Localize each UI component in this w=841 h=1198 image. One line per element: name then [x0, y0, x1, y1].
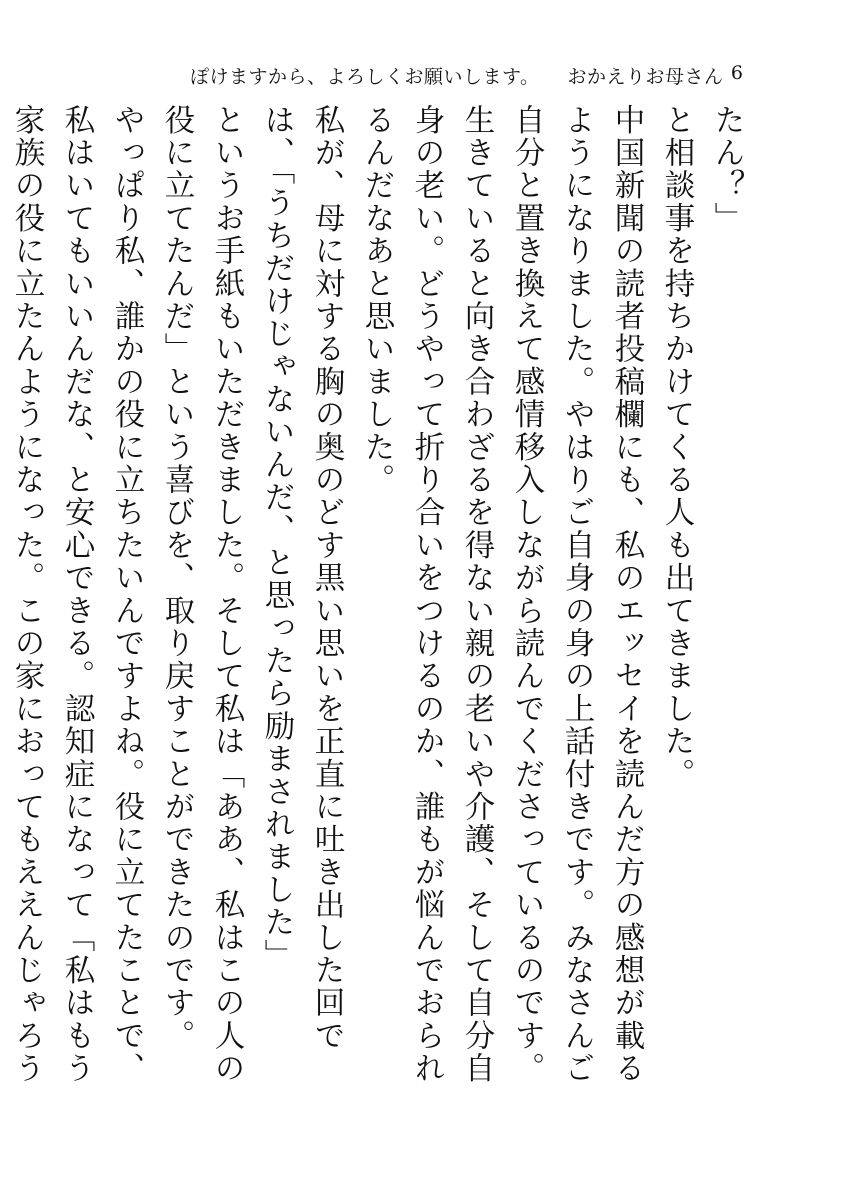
paragraph: やっぱり私、誰かの役に立ちたいんですよね。役に立てたことで、私はいてもいいんだな、と安心できる。認知症になって「私はもう家族の役に立たんようになった。この家におってもええんじゃろう [9, 104, 144, 1085]
paragraph: たん？」 [709, 104, 744, 235]
paragraph: 私が、母に対する胸の奥のどす黒い思いを正直に吐き出した回では、「うちだけじゃないんだ、と思ったら励まされました」 [259, 104, 344, 1053]
running-header-text: ぽけますから、よろしくお願いします。 [190, 66, 540, 88]
paragraph: 中国新聞の読者投稿欄にも、私のエッセイを読んだ方の感想が載るようになりました。やはりご自身の身の上話付きです。みなさんご自分と置き換えて感情移入しながら読んでくださっているのです。生きていると向き合わざるを得ない親の老いや介護、そして自分自身の老い。どうやって折り合いをつけるのか、誰もが悩んでおられるんだなあと思いました。 [359, 104, 644, 1086]
page-number: 6 [730, 62, 743, 84]
paragraph: というお手紙もいただきました。そして私は「ああ、私はこの人の役に立てたんだ」という喜びを、取り戻すことができたのです。 [159, 104, 244, 1085]
running-header [190, 62, 724, 89]
vertical-body-text [9, 104, 751, 1114]
paragraph: と相談事を持ちかけてくる人も出てきました。 [659, 104, 694, 791]
chapter-title: おかえりお母さん [567, 66, 724, 88]
